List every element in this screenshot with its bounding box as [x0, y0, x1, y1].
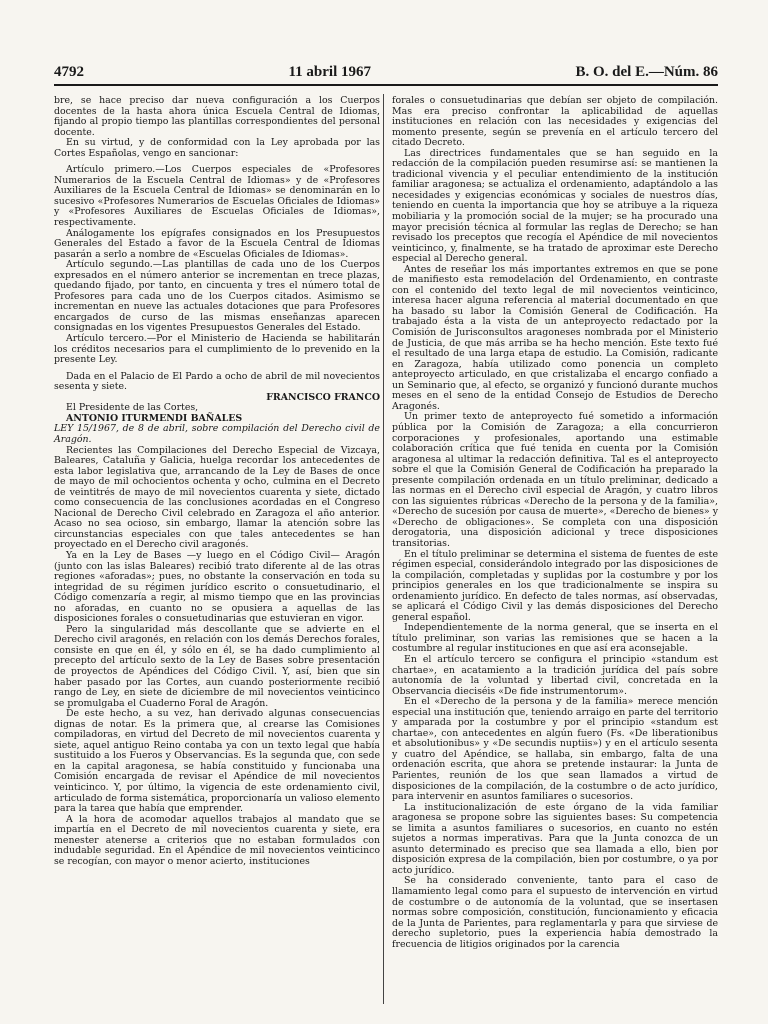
paragraph: A la hora de acomodar aquellos trabajos al mandato que se impartía en el Decreto de mil novecientos cuarenta y siete, era menester atenerse a criterios que no estaban formulados con indudable seguridad. En el Apéndice de mil novecientos veinticinco se recogían, con mayor o menor acierto, instituciones [54, 813, 380, 867]
paragraph: En el «Derecho de la persona y de la familia» merece mención especial una institución que, teniendo arraigo en parte del territorio y amparada por la costumbre y por el principio «standum est chartae», con antecedentes en algún fuero (Fs. «De liberationibus et absolutionibus» y «De secundis nuptiis») y en el artículo sesenta y cuatro del Apéndice, se hallaba, sin embargo, falta de una ordenación escrita, que ahora se pretende instaurar: la Junta de Parientes, reunión de los que sean llamados a virtud de disposiciones de la compilación, de la costumbre o de acto jurídico, para intervenir en asuntos familiares o sucesorios. [392, 696, 718, 803]
paragraph: Artículo segundo.—Las plantillas de cada uno de los Cuerpos expresados en el número anterior se incrementan en trece plazas, quedando fijado, por tanto, en cincuenta y tres el número total de Profesores para cada uno de los Cuerpos citados. Asimismo se incrementan en nueve las actuales dotaciones que para Profesores encargados de curso de las mismas enseñanzas aparecen consignadas en los vigentes Presupuestos Generales del Estado. [54, 259, 380, 334]
paragraph: La institucionalización de este órgano de la vida familiar aragonesa se propone sobre las siguientes bases: Su competencia se limita a asuntos familiares o sucesorios, en cuanto no estén sujetos a normas imperativas. Para que la Junta conozca de un asunto determinado es preciso que sea llamada a ello, bien por disposición expresa de la compilación, bien por costumbre, o ya por acto jurídico. [392, 801, 718, 876]
paragraph: De este hecho, a su vez, han derivado algunas consecuencias dignas de notar. Es la primera que, al crearse las Comisiones compiladoras, en virtud del Decreto de mil novecientos cuarenta y siete, aquel antiguo Reino contaba ya con un texto legal que había sustituido a los Fueros y Observancias. Es la segunda que, con sede en la capital aragonesa, se había constituido y funcionaba una Comisión encargada de revisar el Apéndice de mil novecientos veinticinco. Y, por último, la vigencia de este ordenamiento civil, articulado de forma sistemática, proporcionaría un valioso elemento para la tarea que había que emprender. [54, 708, 380, 815]
paragraph: Dada en el Palacio de El Pardo a ocho de abril de mil novecientos sesenta y siete. [54, 370, 380, 393]
paragraph: Se ha considerado conveniente, tanto para el caso de llamamiento legal como para el supuesto de intervención en virtud de costumbre o de autonomía de la voluntad, que se insertasen normas sobre composición, constitución, funcionamiento y eficacia de la Junta de Parientes, para reglamentarla y para que sirviese de derecho supletorio, pues la experiencia había demostrado la frecuencia de litigios originados por la carencia [392, 875, 718, 950]
paragraph: Antes de reseñar los más importantes extremos en que se pone de manifiesto esta remodelación del Ordenamiento, en contraste con el contenido del texto legal de mil novecientos veinticinco, interesa hacer alguna referencia al material documentado en que ha basado su labor la Comisión General de Codificación. Ha trabajado ésta a la vista de un anteproyecto redactado por la Comisión de Jurisconsultos aragoneses nombrada por el Ministerio de Justicia, de que más arriba se ha hecho mención. Este texto fué el resultado de una larga etapa de estudio. La Comisión, radicante en Zaragoza, había utilizado como ponencia un completo anteproyecto articulado, en que cristalizaba el encargo confiado a un Seminario que, al efecto, se organizó y funcionó durante muchos meses en el seno de la entidad Consejo de Estudios de Derecho Aragonés. [392, 263, 718, 412]
issue-date: 11 abril 1967 [288, 64, 371, 80]
page-header [54, 64, 718, 86]
header-rule [54, 84, 718, 86]
paragraph: bre, se hace preciso dar nueva configuración a los Cuerpos docentes de la hasta ahora única Escuela Central de Idiomas, fijando al propio tiempo las plantillas correspondientes del personal docente. [54, 95, 380, 138]
paragraph: Un primer texto de anteproyecto fué sometido a información pública por la Comisión de Zaragoza; a ella concurrieron corporaciones y profesionales, aportando una estimable colaboración crítica que fué tenida en cuenta por la Comisión aragonesa al ultimar la redacción definitiva. Tal es el anteproyecto sobre el que la Comisión General de Codificación ha preparado la presente compilación ordenada en un título preliminar, dedicado a las normas en el Derecho civil especial de Aragón, y cuatro libros con las siguientes rúbricas «Derecho de la persona y de la familia», «Derecho de sucesión por causa de muerte», «Derecho de bienes» y «Derecho de obligaciones». Se completa con una disposición derogatoria, una disposición adicional y trece disposiciones transitorias. [392, 411, 718, 549]
president-name: ANTONIO ITURMENDI BAÑALES [66, 412, 243, 424]
paragraph: En el título preliminar se determina el sistema de fuentes de este régimen especial, considerándolo integrado por las disposiciones de la compilación, completadas y suplidas por la costumbre y por los principios generales en los que tradicionalmente se inspira su ordenamiento jurídico. En defecto de tales normas, así observadas, se aplicará el Código Civil y las demás disposiciones del Derecho general español. [392, 548, 718, 623]
right-column [392, 96, 718, 950]
left-column [54, 96, 380, 867]
paragraph: Recientes las Compilaciones del Derecho Especial de Vizcaya, Baleares, Cataluña y Galicia, huelga recordar los antecedentes de esta labor legislativa que, arrancando de la Ley de Bases de once de mayo de mil ochocientos ochenta y ocho, culmina en el Decreto de veintitrés de mayo de mil novecientos cuarenta y siete, dictado como consecuencia de las conclusiones acordadas en el Congreso Nacional de Derecho Civil celebrado en Zaragoza el año anterior. Acaso no sea ocioso, sin embargo, llamar la atención sobre las circunstancias especiales con que tales antecedentes se han proyectado en el Derecho civil aragonés. [54, 444, 380, 551]
paragraph: En su virtud, y de conformidad con la Ley aprobada por las Cortes Españolas, vengo en sancionar: [54, 137, 380, 159]
paragraph: Artículo tercero.—Por el Ministerio de Hacienda se habilitarán los créditos necesarios para el cumplimiento de lo prevenido en la presente Ley. [54, 333, 380, 366]
signature: FRANCISCO FRANCO [266, 391, 380, 403]
paragraph: Las directrices fundamentales que se han seguido en la redacción de la compilación pueden resumirse así: se mantienen la tradicional vivencia y el peculiar entendimiento de la institución familiar aragonesa; se actualiza el ordenamiento, adaptándolo a las necesidades y exigencias económicas y sociales de nuestros días, teniendo en cuenta la importancia que hoy se atribuye a la riqueza mobiliaria y la promoción social de la mujer; se ha procurado una mayor precisión técnica al formular las reglas de Derecho; se han revisado los preceptos que recogía el Apéndice de mil novecientos veinticinco, y, finalmente, se ha tratado de aproximar este Derecho especial al Derecho general. [392, 147, 718, 265]
paragraph: forales o consuetudinarias que debían ser objeto de compilación. Mas era preciso confrontar la aplicabilidad de aquellas instituciones en relación con las necesidades y exigencias del momento presente, según se prevenía en el artículo tercero del citado Decreto. [392, 95, 718, 149]
paragraph: Artículo primero.—Los Cuerpos especiales de «Profesores Numerarios de la Escuela Central de Idiomas» y de «Profesores Auxiliares de la Escuela Central de Idiomas» se denominarán en lo sucesivo «Profesores Numerarios de Escuelas Oficiales de Idiomas» y «Profesores Auxiliares de Escuelas Oficiales de Idiomas», respectivamente. [54, 164, 380, 229]
law-title: LEY 15/1967, de 8 de abril, sobre compilación del Derecho civil de Aragón. [54, 423, 380, 445]
paragraph: Independientemente de la norma general, que se inserta en el título preliminar, son varias las remisiones que se hacen a la costumbre al regular instituciones en que así era aconsejable. [392, 622, 718, 655]
paragraph: Pero la singularidad más descollante que se advierte en el Derecho civil aragonés, en relación con los demás Derechos forales, consiste en que en él, y sólo en él, se ha dado cumplimiento al precepto del artículo sexto de la Ley de Bases sobre presentación de proyectos de Apéndices del Código Civil. Y, así, bien que sin haber pasado por las Cortes, aun cuando posteriormente recibió rango de Ley, en siete de diciembre de mil novecientos veinticinco se promulgaba el Cuaderno Foral de Aragón. [54, 623, 380, 709]
bulletin-number: B. O. del E.—Núm. 86 [575, 64, 718, 80]
paragraph: En el artículo tercero se configura el principio «standum est chartae», en acatamiento a la tradición jurídica del país sobre autonomía de la voluntad y libertad civil, concretada en la Observancia dieciséis «De fide instrumentorum». [392, 653, 718, 697]
paragraph: Ya en la Ley de Bases —y luego en el Código Civil— Aragón (junto con las islas Baleares) recibió trato diferente al de las otras regiones «aforadas»; pues, no obstante la conservación en toda su integridad de su régimen jurídico escrito o consuetudinario, el Código comenzaría a regir, al mismo tiempo que en las provincias no aforadas, en cuanto no se opusiera a aquellas de las disposiciones forales o consuetudinarias que estuvieran en vigor. [54, 549, 380, 625]
column-divider [383, 94, 384, 1004]
page-number: 4792 [54, 64, 84, 80]
paragraph: Análogamente los epígrafes consignados en los Presupuestos Generales del Estado a favor de la Escuela Central de Idiomas pasarán a serlo a nombre de «Escuelas Oficiales de Idiomas». [54, 227, 380, 260]
president-title: El Presidente de las Cortes, [66, 402, 199, 414]
